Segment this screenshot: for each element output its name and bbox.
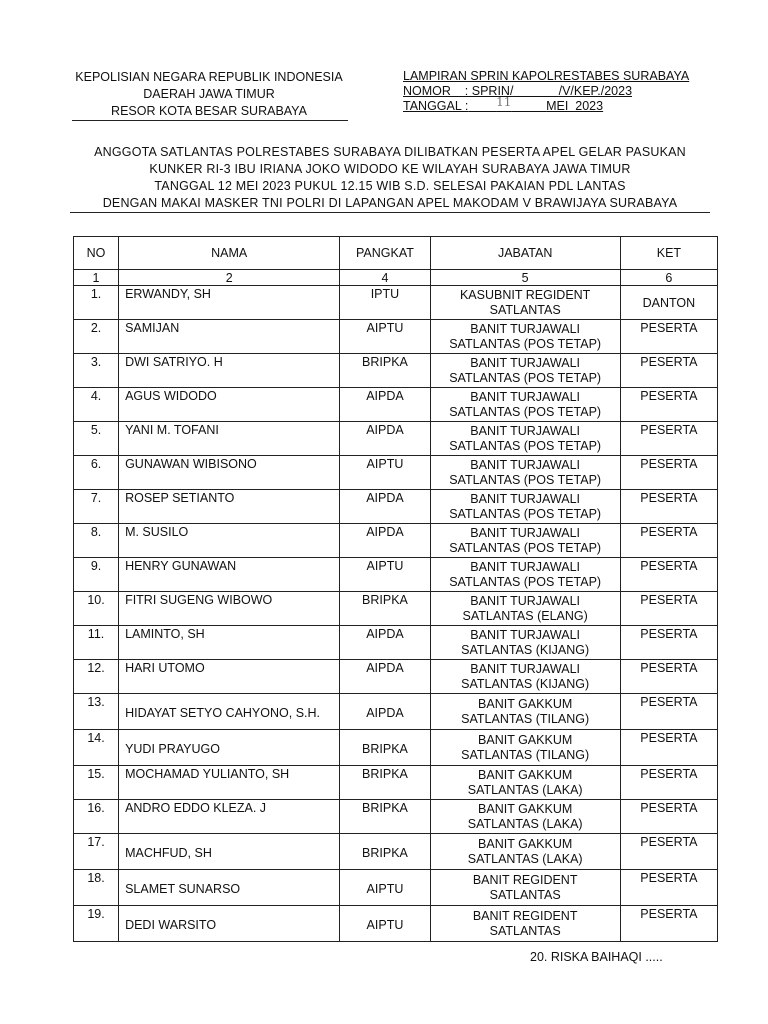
row-number: 17. [74,834,119,870]
row-position-line-2: SATLANTAS (KIJANG) [461,676,590,691]
row-position [430,800,620,834]
row-rank: AIPTU [340,320,430,354]
row-rank: AIPTU [340,906,430,942]
row-number: 14. [74,730,119,766]
row-name: MACHFUD, SH [119,834,340,870]
letterhead-divider [72,120,348,121]
row-position-line-1: BANIT TURJAWALI [470,525,581,540]
row-rank: BRIPKA [340,592,430,626]
personnel-table [73,236,718,942]
row-position [430,558,620,592]
row-name: DWI SATRIYO. H [119,354,340,388]
row-position-line-2: SATLANTAS (KIJANG) [461,642,590,657]
row-name: YANI M. TOFANI [119,422,340,456]
table-row [74,870,718,906]
row-position-line-2: SATLANTAS [489,302,561,317]
row-position-line-1: BANIT GAKKUM [478,836,573,851]
row-remark: PESERTA [620,870,717,906]
table-row [74,388,718,422]
row-name: HARI UTOMO [119,660,340,694]
attachment-number [403,84,713,99]
row-number: 6. [74,456,119,490]
row-rank: AIPDA [340,524,430,558]
title-divider [70,212,710,213]
row-name: ROSEP SETIANTO [119,490,340,524]
row-position-line-2: SATLANTAS (TILANG) [461,711,590,726]
row-rank: BRIPKA [340,354,430,388]
header-pangkat: PANGKAT [340,237,430,270]
row-position [430,456,620,490]
header-nama: NAMA [119,237,340,270]
row-position [430,490,620,524]
row-remark: PESERTA [620,800,717,834]
row-position-line-1: KASUBNIT REGIDENT [459,287,591,302]
continuation-note: 20. RISKA BAIHAQI ..... [530,950,663,964]
column-number: 5 [430,270,620,286]
row-position-line-1: BANIT REGIDENT [472,908,578,923]
row-name: YUDI PRAYUGO [119,730,340,766]
row-remark: DANTON [620,286,717,320]
table-row [74,694,718,730]
row-position [430,660,620,694]
row-number: 18. [74,870,119,906]
row-number: 2. [74,320,119,354]
row-remark: PESERTA [620,592,717,626]
table-row [74,766,718,800]
row-name: M. SUSILO [119,524,340,558]
row-position-line-2: SATLANTAS (LAKA) [467,782,583,797]
row-name: HIDAYAT SETYO CAHYONO, S.H. [119,694,340,730]
table-row [74,906,718,942]
table-row [74,320,718,354]
row-position [430,694,620,730]
row-position-line-2: SATLANTAS (LAKA) [467,816,583,831]
row-position-line-1: BANIT GAKKUM [478,732,573,747]
row-remark: PESERTA [620,906,717,942]
row-number: 7. [74,490,119,524]
row-rank: AIPTU [340,870,430,906]
row-position-line-1: BANIT TURJAWALI [470,661,581,676]
row-position-line-1: BANIT GAKKUM [478,696,573,711]
row-position-line-1: BANIT REGIDENT [472,872,578,887]
column-number: 6 [620,270,717,286]
row-rank: AIPDA [340,660,430,694]
row-position-line-1: BANIT TURJAWALI [470,593,581,608]
row-remark: PESERTA [620,422,717,456]
table-body [74,286,718,942]
row-position-line-2: SATLANTAS (POS TETAP) [449,438,602,453]
row-rank: AIPDA [340,422,430,456]
row-rank: BRIPKA [340,834,430,870]
row-position-line-1: BANIT TURJAWALI [470,389,581,404]
document-title [70,144,710,212]
row-position-line-2: SATLANTAS (POS TETAP) [449,506,602,521]
row-number: 19. [74,906,119,942]
row-number: 4. [74,388,119,422]
table-row [74,834,718,870]
nomor-suffix: /V/KEP./2023 [558,84,633,98]
row-rank: BRIPKA [340,800,430,834]
row-rank: IPTU [340,286,430,320]
attachment-title: LAMPIRAN SPRIN KAPOLRESTABES SURABAYA [403,69,690,83]
title-line-2: KUNKER RI-3 IBU IRIANA JOKO WIDODO KE WILAYAH SURABAYA JAWA TIMUR [149,162,631,176]
row-rank: AIPDA [340,388,430,422]
tanggal-rest: MEI 2023 [546,99,604,113]
row-number: 16. [74,800,119,834]
row-position [430,870,620,906]
title-line-4: DENGAN MAKAI MASKER TNI POLRI DI LAPANGAN APEL MAKODAM V BRAWIJAYA SURABAYA [102,196,678,210]
row-name: SLAMET SUNARSO [119,870,340,906]
row-position-line-1: BANIT TURJAWALI [470,491,581,506]
row-number: 15. [74,766,119,800]
table-row [74,626,718,660]
row-position-line-2: SATLANTAS (TILANG) [461,747,590,762]
row-position [430,730,620,766]
row-position-line-1: BANIT TURJAWALI [470,457,581,472]
row-position-line-1: BANIT TURJAWALI [470,355,581,370]
row-remark: PESERTA [620,834,717,870]
row-remark: PESERTA [620,320,717,354]
table-row [74,660,718,694]
row-remark: PESERTA [620,388,717,422]
row-position [430,766,620,800]
table-row [74,524,718,558]
row-number: 11. [74,626,119,660]
row-name: ERWANDY, SH [119,286,340,320]
row-number: 1. [74,286,119,320]
table-row [74,800,718,834]
row-name: HENRY GUNAWAN [119,558,340,592]
table-row [74,456,718,490]
row-position-line-2: SATLANTAS (POS TETAP) [449,472,602,487]
tanggal-label: TANGGAL : [403,99,469,113]
column-number-row [74,270,718,286]
row-position-line-1: BANIT TURJAWALI [470,559,581,574]
column-number: 1 [74,270,119,286]
row-remark: PESERTA [620,766,717,800]
column-number: 4 [340,270,430,286]
tanggal-day-handwritten: 11 [496,95,512,109]
row-name: DEDI WARSITO [119,906,340,942]
row-position-line-1: BANIT TURJAWALI [470,423,581,438]
row-number: 9. [74,558,119,592]
title-line-3: TANGGAL 12 MEI 2023 PUKUL 12.15 WIB S.D. SELESAI PAKAIAN PDL LANTAS [154,179,626,193]
letterhead-line-3: RESOR KOTA BESAR SURABAYA [111,104,307,118]
row-name: SAMIJAN [119,320,340,354]
row-position [430,320,620,354]
row-position [430,626,620,660]
attachment-date [403,95,713,114]
row-position-line-2: SATLANTAS (POS TETAP) [449,336,602,351]
row-name: FITRI SUGENG WIBOWO [119,592,340,626]
row-name: MOCHAMAD YULIANTO, SH [119,766,340,800]
header-no: NO [74,237,119,270]
table-row [74,592,718,626]
row-position-line-2: SATLANTAS (LAKA) [467,851,583,866]
row-rank: AIPDA [340,626,430,660]
row-position-line-1: BANIT TURJAWALI [470,627,581,642]
row-position-line-2: SATLANTAS [489,923,561,938]
letterhead-line-1: KEPOLISIAN NEGARA REPUBLIK INDONESIA [75,70,343,84]
row-position-line-2: SATLANTAS (POS TETAP) [449,370,602,385]
row-position-line-1: BANIT GAKKUM [478,767,573,782]
row-position [430,834,620,870]
row-name: ANDRO EDDO KLEZA. J [119,800,340,834]
row-number: 13. [74,694,119,730]
row-rank: BRIPKA [340,766,430,800]
row-remark: PESERTA [620,694,717,730]
row-remark: PESERTA [620,660,717,694]
table-row [74,286,718,320]
row-remark: PESERTA [620,730,717,766]
attachment-reference [403,69,713,114]
table-row [74,490,718,524]
row-position-line-2: SATLANTAS (ELANG) [462,608,588,623]
row-position-line-2: SATLANTAS (POS TETAP) [449,404,602,419]
table-row [74,422,718,456]
row-position [430,524,620,558]
row-position [430,906,620,942]
row-position [430,592,620,626]
row-rank: BRIPKA [340,730,430,766]
row-number: 3. [74,354,119,388]
row-name: AGUS WIDODO [119,388,340,422]
row-name: GUNAWAN WIBISONO [119,456,340,490]
row-rank: AIPTU [340,456,430,490]
row-remark: PESERTA [620,490,717,524]
title-line-1: ANGGOTA SATLANTAS POLRESTABES SURABAYA DILIBATKAN PESERTA APEL GELAR PASUKAN [94,145,686,159]
row-remark: PESERTA [620,456,717,490]
row-rank: AIPDA [340,694,430,730]
header-jabatan: JABATAN [430,237,620,270]
row-number: 10. [74,592,119,626]
letterhead-line-2: DAERAH JAWA TIMUR [143,87,275,101]
row-position [430,388,620,422]
table-header-row [74,237,718,270]
row-position-line-2: SATLANTAS (POS TETAP) [449,574,602,589]
table-row [74,354,718,388]
letterhead [62,69,356,120]
row-rank: AIPTU [340,558,430,592]
row-rank: AIPDA [340,490,430,524]
row-position-line-2: SATLANTAS (POS TETAP) [449,540,602,555]
column-number: 2 [119,270,340,286]
header-ket: KET [620,237,717,270]
row-position-line-1: BANIT TURJAWALI [470,321,581,336]
nomor-label: NOMOR : SPRIN/ [403,84,514,98]
row-position [430,422,620,456]
row-remark: PESERTA [620,626,717,660]
row-remark: PESERTA [620,354,717,388]
row-position [430,354,620,388]
row-number: 5. [74,422,119,456]
table-row [74,730,718,766]
row-position-line-2: SATLANTAS [489,887,561,902]
row-position-line-1: BANIT GAKKUM [478,801,573,816]
row-number: 8. [74,524,119,558]
row-remark: PESERTA [620,524,717,558]
table-row [74,558,718,592]
row-name: LAMINTO, SH [119,626,340,660]
row-remark: PESERTA [620,558,717,592]
row-number: 12. [74,660,119,694]
row-position [430,286,620,320]
